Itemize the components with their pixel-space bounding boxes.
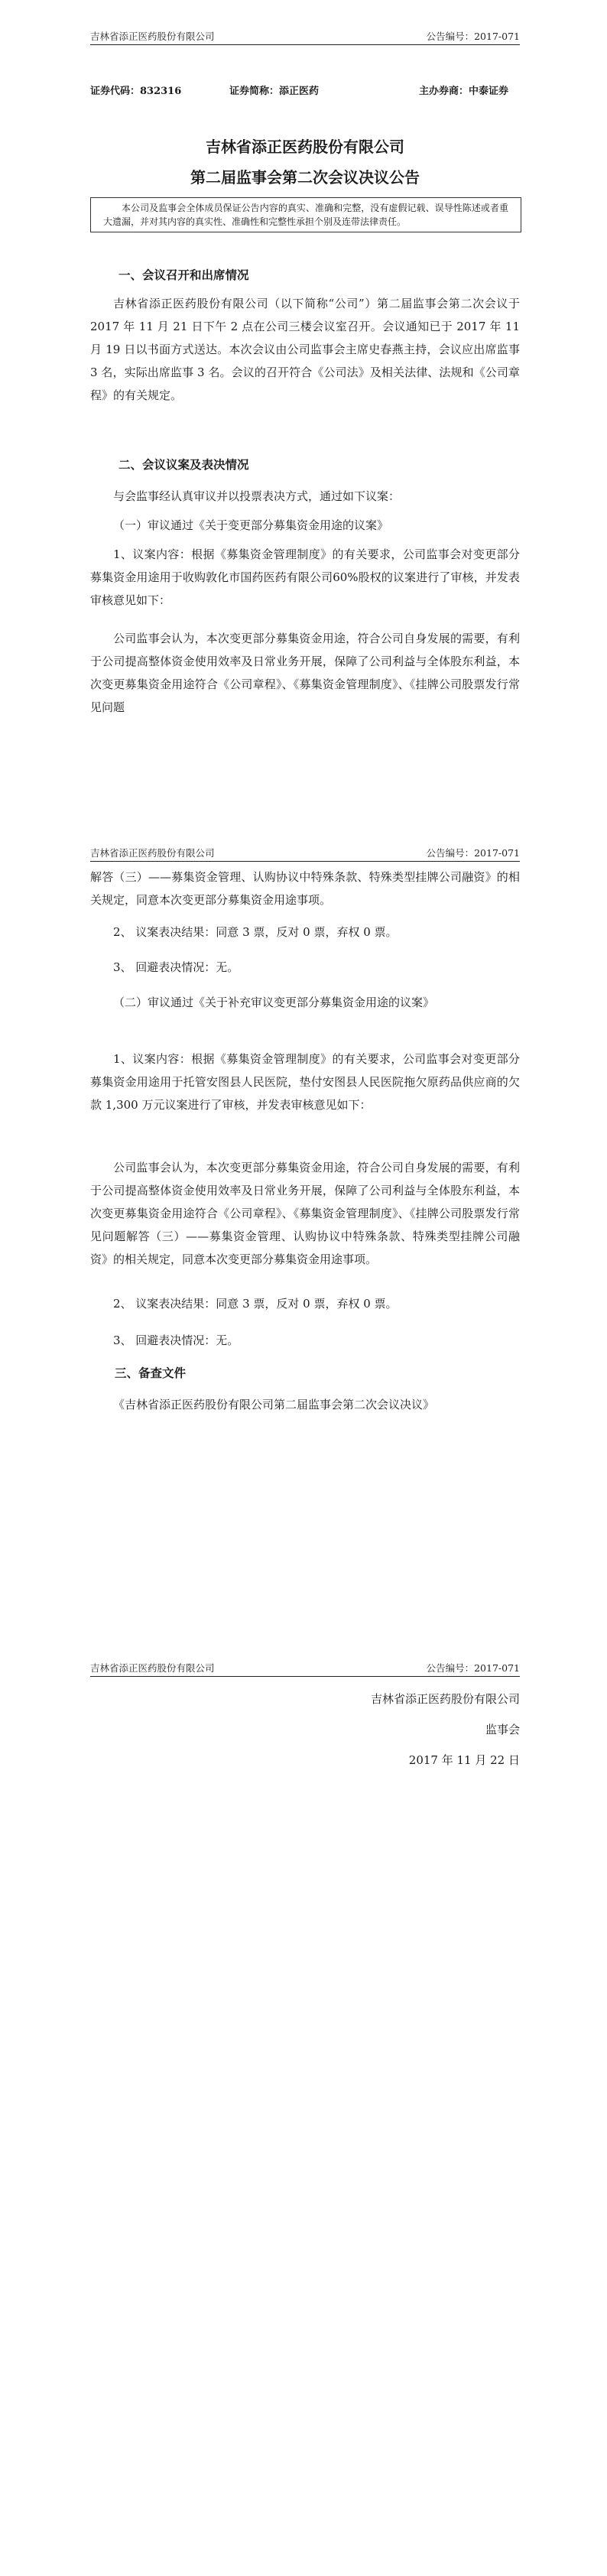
motion1-recusal: 3、 回避表决情况：无。 xyxy=(113,960,239,974)
section1-heading: 一、会议召开和出席情况 xyxy=(118,268,249,282)
motion1-title: （一）审议通过《关于变更部分募集资金用途的议案》 xyxy=(113,518,389,532)
section1-paragraph: 吉林省添正医药股份有限公司（以下简称“公司”）第二届监事会第二次会议于 2017 年 11 月 21 日下午 2 点在公司三楼会议室召开。会议通知已于 2017 年 11 月 19 日以书面方式送达。本次会议由公司监事会主席史春燕主持，会议应出席监事 3 名，实际出席监事 3 名。会议的召开符合《公司法》及相关法律、法规和《公司章程》的有关规定。 xyxy=(90,297,520,402)
disclaimer-text: 本公司及监事会全体成员保证公告内容的真实、准确和完整，没有虚假记载、误导性陈述或者重大遗漏，并对其内容的真实性、准确性和完整性承担个别及连带法律责任。 xyxy=(103,203,508,227)
disclaimer-box xyxy=(90,197,521,232)
page-header-notice-number: 公告编号：2017-071 xyxy=(426,1662,520,1674)
motion2-vote-result: 2、 议案表决结果：同意 3 票，反对 0 票，弃权 0 票。 xyxy=(113,1297,398,1311)
motion1-opinion-part2: 解答（三）——募集资金管理、认购协议中特殊条款、特殊类型挂牌公司融资》的相关规定，同意本次变更部分募集资金用途事项。 xyxy=(90,870,520,907)
motion2-title: （二）审议通过《关于补充审议变更部分募集资金用途的议案》 xyxy=(113,996,435,1009)
page-header-company: 吉林省添正医药股份有限公司 xyxy=(90,847,215,859)
title-company: 吉林省添正医药股份有限公司 xyxy=(206,138,404,156)
page-title xyxy=(90,132,520,193)
header-rule xyxy=(90,861,520,862)
motion1-opinion-part1: 公司监事会认为，本次变更部分募集资金用途，符合公司自身发展的需要，有利于公司提高整体资金使用效率及日常业务开展，保障了公司利益与全体股东利益，本次变更募集资金用途符合《公司章程》、《募集资金管理制度》、《挂牌公司股票发行常见问题 xyxy=(90,632,520,714)
stock-code: 证券代码：832316 xyxy=(90,86,182,97)
section3-heading: 三、备查文件 xyxy=(115,1366,187,1380)
section2-heading: 二、会议议案及表决情况 xyxy=(118,457,249,472)
stock-short-name: 证券简称：添正医药 xyxy=(229,86,320,97)
reference-document: 《吉林省添正医药股份有限公司第二届监事会第二次会议决议》 xyxy=(113,1398,435,1411)
motion1-content: 1、议案内容：根据《募集资金管理制度》的有关要求，公司监事会对变更部分募集资金用途用于收购敦化市国药医药有限公司60%股权的议案进行了审核，并发表审核意见如下： xyxy=(90,547,520,607)
signature-company: 吉林省添正医药股份有限公司 xyxy=(370,1692,520,1706)
sponsor-broker: 主办券商：中泰证券 xyxy=(419,86,509,97)
header-rule xyxy=(90,1676,520,1677)
motion2-opinion: 公司监事会认为，本次变更部分募集资金用途，符合公司自身发展的需要，有利于公司提高整体资金使用效率及日常业务开展，保障了公司利益与全体股东利益，本次变更募集资金用途符合《公司章程》、《募集资金管理制度》、《挂牌公司股票发行常见问题解答（三）——募集资金管理、认购协议中特殊条款、特殊类型挂牌公司融资》的相关规定，同意本次变更部分募集资金用途事项。 xyxy=(90,1161,520,1266)
page-header-company: 吉林省添正医药股份有限公司 xyxy=(90,1662,215,1674)
page-header-notice-number: 公告编号：2017-071 xyxy=(426,31,520,42)
signature-board: 监事会 xyxy=(485,1723,520,1736)
motion2-content: 1、议案内容：根据《募集资金管理制度》的有关要求，公司监事会对变更部分募集资金用途用于托管安图县人民医院，垫付安图县人民医院拖欠原药品供应商的欠款 1,300 万元议案进行了审核，并发表审核意见如下： xyxy=(90,1052,520,1112)
signature-block xyxy=(371,1684,520,1775)
page-header-notice-number: 公告编号：2017-071 xyxy=(426,847,520,859)
header-rule xyxy=(90,44,520,45)
motion1-vote-result: 2、 议案表决结果：同意 3 票，反对 0 票，弃权 0 票。 xyxy=(113,925,398,939)
section2-intro: 与会监事经认真审议并以投票表决方式，通过如下议案： xyxy=(113,489,401,503)
signature-date: 2017 年 11 月 22 日 xyxy=(408,1753,520,1767)
motion2-recusal: 3、 回避表决情况：无。 xyxy=(113,1333,239,1347)
title-meeting: 第二届监事会第二次会议决议公告 xyxy=(190,168,420,187)
page-header-company: 吉林省添正医药股份有限公司 xyxy=(90,31,215,42)
